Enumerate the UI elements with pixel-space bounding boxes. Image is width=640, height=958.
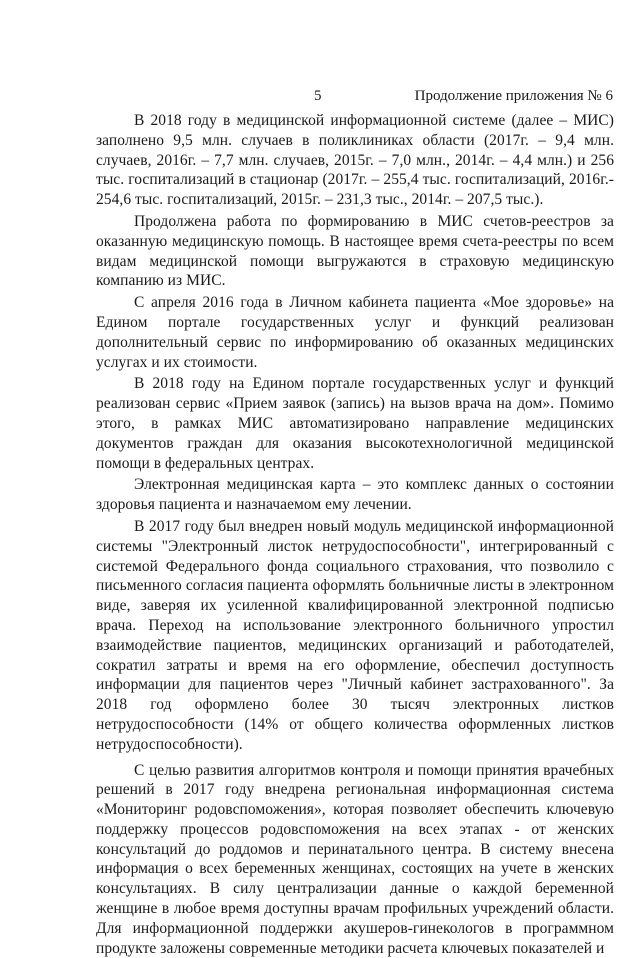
document-body — [96, 111, 614, 958]
paragraph-electronic-sick-leave: В 2017 году был внедрен новый модуль медицинской информационной системы "Электронный листок нетрудоспособности", интегрированный с системой Федерального фонда социального страхования, что позволило с письменного согласия пациента оформлять больничные листы в электронном виде, заверяя их усиленной квалифицированной электронной подписью врача. Переход на использование электронного больничного упростил взаимодействие пациентов, медицинских организаций и работодателей, сократил затраты и время на его оформление, обеспечил доступность информации для пациентов через "Личный кабинет застрахованного". За 2018 год оформлено более 30 тысяч электронных листков нетрудоспособности (14% от общего количества оформленных листков нетрудоспособности). — [96, 517, 614, 755]
appendix-continuation-note: Продолжение приложения № 6 — [415, 88, 613, 105]
paragraph-home-visit-service: В 2018 году на Едином портале государственных услуг и функций реализован сервис «Прием заявок (запись) на вызов врача на дом». Помимо этого, в рамках МИС автоматизировано направление медицинских документов граждан для оказания высокотехнологичной медицинской помощи в федеральных центрах. — [96, 374, 614, 473]
paragraph-personal-cabinet: С апреля 2016 года в Личном кабинета пациента «Мое здоровье» на Едином портале государственных услуг и функций реализован дополнительный сервис по информированию об оказанных медицинских услугах и их стоимости. — [96, 293, 614, 372]
paragraph-obstetrics-monitoring: С целью развития алгоритмов контроля и помощи принятия врачебных решений в 2017 году внедрена региональная информационная система «Мониторинг родовспоможения», которая позволяет обеспечить ключевую поддержку процессов родовспоможения на всех этапах - от женских консультаций до роддомов и перинатального центра. В систему внесена информация о всех беременных женщинах, состоящих на учете в женских консультациях. В силу централизации данные о каждой беременной женщине в любое время доступны врачам профильных учреждений области. Для информационной поддержки акушеров-гинекологов в программном продукте заложены современные методики расчета ключевых показателей и — [96, 761, 614, 958]
paragraph-mis-statistics: В 2018 году в медицинской информационной системе (далее – МИС) заполнено 9,5 млн. случаев в поликлиниках области (2017г. – 9,4 млн. случаев, 2016г. – 7,7 млн. случаев, 2015г. – 7,0 млн., 2014г. – 4,4 млн.) и 256 тыс. госпитализаций в стационар (2017г. – 255,4 тыс. госпитализаций, 2016г.- 254,6 тыс. госпитализаций, 2015г. – 231,3 тыс., 2014г. – 207,5 тыс.). — [96, 111, 614, 210]
page-number: 5 — [314, 88, 322, 105]
paragraph-electronic-medical-record: Электронная медицинская карта – это комплекс данных о состоянии здоровья пациента и назначаемом ему лечении. — [96, 475, 614, 515]
paragraph-invoice-registers: Продолжена работа по формированию в МИС счетов-реестров за оказанную медицинскую помощь. В настоящее время счета-реестры по всем видам медицинской помощи выгружаются в страховую медицинскую компанию из МИС. — [96, 212, 614, 291]
